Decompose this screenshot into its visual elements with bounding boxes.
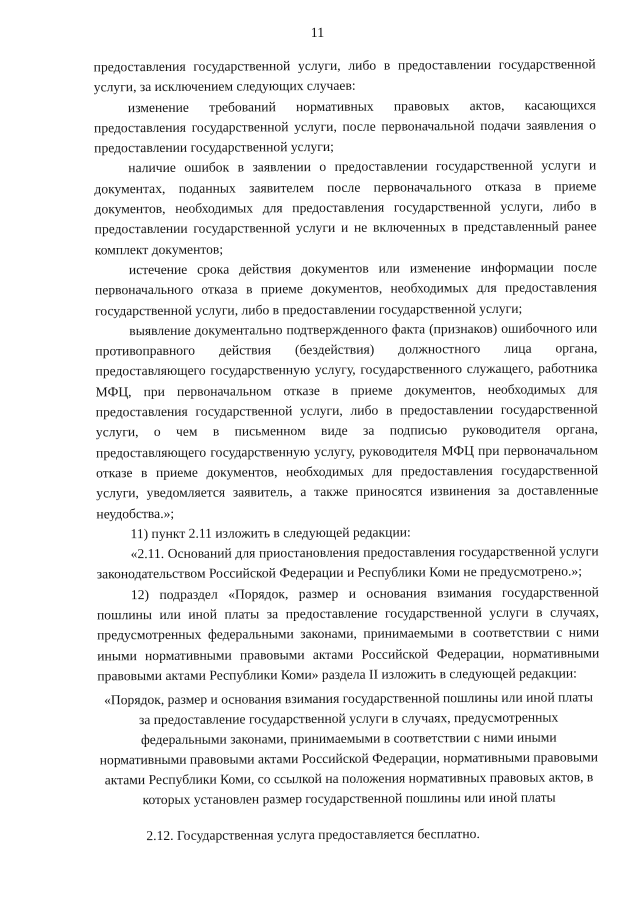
paragraph-clause-2-11: «2.11. Оснований для приостановления предоставления государственной услуги законодательством Российской Федерации и Республики Коми не предусмотрено.»; [96, 543, 599, 582]
paragraph-item-11: 11) пункт 2.11 изложить в следующей редакции: [130, 524, 411, 541]
paragraph-clause-2-12: 2.12. Государственная услуга предоставляется бесплатно. [146, 826, 480, 844]
paragraph-refusal-intro: предоставления государственной услуги, либо в предоставлении государственной услуги, за исключением следующих случаев: [93, 56, 596, 95]
paragraph-documents-expiry: истечение срока действия документов или изменение информации после первоначального отказа в приеме документов, необходимых для предоставления государственной услуги, либо в предоставлении государственной услуги; [94, 259, 598, 318]
document-body [94, 54, 601, 847]
paragraph-item-12: 12) подраздел «Порядок, размер и основания взимания государственной пошлины или иной платы за предоставление государственной услуги в случаях, предусмотренных федеральными законами, принимаемыми в соответствии с ними иными нормативными правовыми актами Российской Федерации, нормативными правовыми актами Республики Коми» раздела II изложить в следующей редакции: [96, 584, 600, 684]
paragraph-erroneous-action: выявление документально подтвержденного факта (признаков) ошибочного или противоправного действия (бездействия) должностного лица органа, предоставляющего государственную услугу, государственного служащего, работника МФЦ, при первоначальном отказе в приеме документов, необходимых для предоставления государственной услуги, либо в предоставлении государственной услуги, о чем в письменном виде за подписью руководителя органа, предоставляющего государственную услугу, руководителя МФЦ при первоначальном отказе в приеме документов, необходимых для предоставления государственной услуги, уведомляется заявитель, а также приносятся извинения за доставленные неудобства.»; [95, 320, 599, 521]
page-number: 11 [310, 25, 325, 42]
paragraph-requirements-change: изменение требований нормативных правовых актов, касающихся предоставления государственной услуги, после первоначальной подачи заявления о предоставлении государственной услуги; [93, 96, 597, 156]
paragraph-errors-in-application: наличие ошибок в заявлении о предоставлении государственной услуги и документах, поданных заявителем после первоначального отказа в приеме документов, необходимых для предоставления государственной услуги, либо в предоставлении государственной услуги и не включенных в представленный ранее комплект документов; [94, 157, 597, 258]
subsection-title: «Порядок, размер и основания взимания государственной пошлины или иной платы за предоставление государственной услуги в случаях, предусмотренных федеральными законами, принимаемыми в соответствии с ними иными нормативными правовыми актами Российской Федерации, нормативными правовыми актами Республики Коми, со ссылкой на положения нормативных правовых актов, в которых установлен размер государственной пошлины или иной платы [99, 689, 599, 808]
